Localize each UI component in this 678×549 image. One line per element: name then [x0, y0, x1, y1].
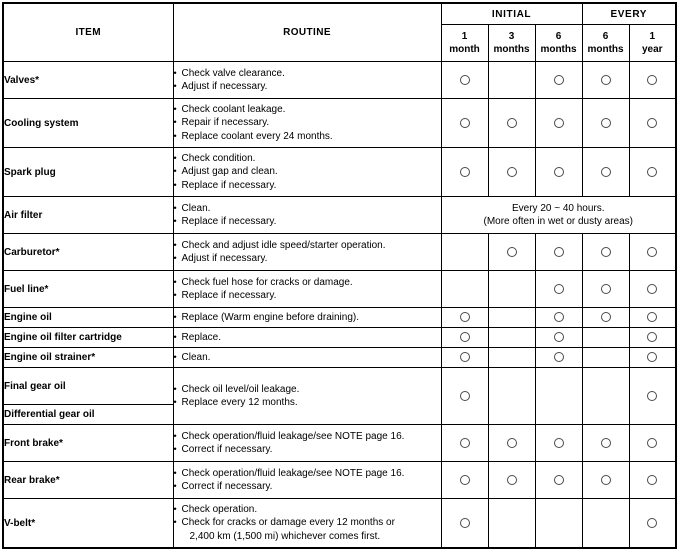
mark-cell-checked [535, 425, 582, 462]
column-header-every-1-year [629, 25, 676, 62]
circle-mark-icon [554, 475, 564, 485]
circle-mark-icon [601, 438, 611, 448]
circle-mark-icon [647, 352, 657, 362]
routine-cell [173, 425, 441, 462]
table-header [3, 3, 676, 62]
mark-cell-checked [441, 148, 488, 197]
maintenance-schedule-table [2, 2, 677, 549]
mark-cell-empty [582, 368, 629, 425]
column-header-item: ITEM [3, 3, 173, 62]
period-unit: month [449, 44, 480, 55]
routine-list [174, 202, 441, 229]
routine-list [174, 276, 441, 303]
routine-cell [173, 271, 441, 308]
routine-item: • Check operation. [174, 503, 441, 517]
item-cell: Fuel line* [3, 271, 173, 308]
routine-list [174, 67, 441, 94]
mark-cell-checked [629, 234, 676, 271]
routine-item: • Check operation/fluid leakage/see NOTE page 16. [174, 467, 441, 481]
mark-cell-checked [535, 99, 582, 148]
circle-mark-icon [647, 518, 657, 528]
mark-cell-checked [441, 308, 488, 328]
mark-cell-empty [488, 308, 535, 328]
item-cell: Cooling system [3, 99, 173, 148]
circle-mark-icon [554, 332, 564, 342]
mark-cell-checked [629, 62, 676, 99]
circle-mark-icon [460, 332, 470, 342]
circle-mark-icon [647, 312, 657, 322]
column-group-header-initial: INITIAL [441, 3, 582, 25]
circle-mark-icon [601, 167, 611, 177]
mark-cell-checked [441, 62, 488, 99]
table-row [3, 499, 676, 549]
routine-cell [173, 328, 441, 348]
table-row [3, 197, 676, 234]
table-row [3, 462, 676, 499]
item-cell: Valves* [3, 62, 173, 99]
mark-cell-checked [535, 234, 582, 271]
item-cell: Front brake* [3, 425, 173, 462]
mark-cell-checked [582, 462, 629, 499]
interval-note-line-2: (More often in wet or dusty areas) [483, 216, 634, 227]
circle-mark-icon [554, 352, 564, 362]
mark-cell-checked [441, 368, 488, 425]
period-unit: months [540, 44, 577, 55]
mark-cell-checked [488, 99, 535, 148]
circle-mark-icon [554, 247, 564, 257]
table-row [3, 348, 676, 368]
routine-cell [173, 62, 441, 99]
item-cell: Engine oil strainer* [3, 348, 173, 368]
routine-list [174, 239, 441, 266]
mark-cell-checked [582, 62, 629, 99]
table-row [3, 148, 676, 197]
mark-cell-checked [441, 425, 488, 462]
mark-cell-checked [629, 348, 676, 368]
mark-cell-empty [535, 368, 582, 425]
period-number: 1 [461, 31, 468, 42]
circle-mark-icon [647, 284, 657, 294]
mark-cell-empty [582, 499, 629, 549]
mark-cell-checked [488, 425, 535, 462]
circle-mark-icon [554, 284, 564, 294]
routine-list [174, 351, 441, 365]
routine-item: • Check for cracks or damage every 12 months or [174, 516, 441, 530]
mark-cell-checked [535, 462, 582, 499]
routine-item: • Correct if necessary. [174, 480, 441, 494]
table-body [3, 62, 676, 549]
routine-item: • Adjust if necessary. [174, 252, 441, 266]
period-unit: months [587, 44, 624, 55]
table-row [3, 368, 676, 405]
mark-cell-checked [441, 499, 488, 549]
circle-mark-icon [647, 247, 657, 257]
circle-mark-icon [460, 518, 470, 528]
mark-cell-checked [441, 328, 488, 348]
mark-cell-checked [582, 99, 629, 148]
circle-mark-icon [601, 312, 611, 322]
routine-cell [173, 368, 441, 425]
period-number: 6 [555, 31, 562, 42]
mark-cell-empty [441, 271, 488, 308]
routine-list [174, 467, 441, 494]
routine-list [174, 103, 441, 144]
routine-list [174, 152, 441, 193]
mark-cell-checked [582, 148, 629, 197]
mark-cell-checked [629, 328, 676, 348]
mark-cell-checked [535, 348, 582, 368]
mark-cell-checked [629, 368, 676, 425]
circle-mark-icon [507, 438, 517, 448]
routine-item: • Replace if necessary. [174, 215, 441, 229]
table-row [3, 328, 676, 348]
circle-mark-icon [647, 475, 657, 485]
routine-item: • Adjust if necessary. [174, 80, 441, 94]
period-number: 6 [602, 31, 609, 42]
circle-mark-icon [647, 438, 657, 448]
routine-item: • Replace. [174, 331, 441, 345]
mark-cell-empty [488, 271, 535, 308]
column-header-initial-1-month [441, 25, 488, 62]
mark-cell-checked [629, 499, 676, 549]
table-row [3, 308, 676, 328]
mark-cell-empty [535, 499, 582, 549]
routine-item: • Check coolant leakage. [174, 103, 441, 117]
circle-mark-icon [601, 475, 611, 485]
item-cell: Carburetor* [3, 234, 173, 271]
mark-cell-checked [441, 99, 488, 148]
mark-cell-checked [629, 148, 676, 197]
routine-item: • Check fuel hose for cracks or damage. [174, 276, 441, 290]
period-unit: year [641, 44, 663, 55]
column-header-initial-3-months [488, 25, 535, 62]
circle-mark-icon [554, 167, 564, 177]
circle-mark-icon [507, 247, 517, 257]
circle-mark-icon [460, 118, 470, 128]
interval-note-line-1: Every 20 ~ 40 hours. [511, 203, 605, 214]
mark-cell-empty [582, 328, 629, 348]
routine-item: • Replace coolant every 24 months. [174, 130, 441, 144]
table-row [3, 234, 676, 271]
mark-cell-checked [582, 308, 629, 328]
circle-mark-icon [554, 118, 564, 128]
item-cell: Final gear oil [3, 368, 173, 405]
period-number: 3 [508, 31, 515, 42]
circle-mark-icon [507, 118, 517, 128]
mark-cell-checked [488, 148, 535, 197]
item-cell: Engine oil filter cartridge [3, 328, 173, 348]
mark-cell-checked [535, 271, 582, 308]
mark-cell-empty [488, 499, 535, 549]
circle-mark-icon [647, 75, 657, 85]
mark-cell-empty [488, 328, 535, 348]
mark-cell-checked [629, 308, 676, 328]
routine-cell [173, 99, 441, 148]
mark-cell-checked [582, 271, 629, 308]
item-cell: V-belt* [3, 499, 173, 549]
routine-item: 2,400 km (1,500 mi) whichever comes first. [189, 530, 381, 542]
period-number: 1 [649, 31, 656, 42]
routine-item: • Replace if necessary. [174, 179, 441, 193]
routine-item: • Clean. [174, 202, 441, 216]
routine-list [174, 430, 441, 457]
circle-mark-icon [647, 167, 657, 177]
routine-item: • Adjust gap and clean. [174, 165, 441, 179]
routine-item: • Replace if necessary. [174, 289, 441, 303]
circle-mark-icon [601, 284, 611, 294]
circle-mark-icon [460, 438, 470, 448]
circle-mark-icon [647, 118, 657, 128]
item-cell: Engine oil [3, 308, 173, 328]
routine-item: • Correct if necessary. [174, 443, 441, 457]
circle-mark-icon [554, 75, 564, 85]
routine-cell [173, 234, 441, 271]
mark-cell-checked [441, 348, 488, 368]
circle-mark-icon [460, 475, 470, 485]
circle-mark-icon [647, 332, 657, 342]
circle-mark-icon [601, 118, 611, 128]
routine-list [174, 503, 441, 544]
circle-mark-icon [601, 247, 611, 257]
routine-list [174, 383, 441, 410]
circle-mark-icon [460, 167, 470, 177]
routine-item: • Check valve clearance. [174, 67, 441, 81]
routine-item: • Check operation/fluid leakage/see NOTE page 16. [174, 430, 441, 444]
item-cell: Rear brake* [3, 462, 173, 499]
column-header-routine: ROUTINE [173, 3, 441, 62]
period-unit: months [493, 44, 530, 55]
routine-cell [173, 197, 441, 234]
item-cell: Air filter [3, 197, 173, 234]
mark-cell-checked [488, 234, 535, 271]
mark-cell-checked [582, 234, 629, 271]
routine-item: • Replace every 12 months. [174, 396, 441, 410]
circle-mark-icon [554, 438, 564, 448]
mark-cell-checked [535, 308, 582, 328]
routine-item: • Check oil level/oil leakage. [174, 383, 441, 397]
routine-list [174, 331, 441, 345]
mark-cell-checked [535, 148, 582, 197]
mark-cell-empty [441, 234, 488, 271]
table-row [3, 99, 676, 148]
routine-item: • Check and adjust idle speed/starter operation. [174, 239, 441, 253]
mark-cell-checked [582, 425, 629, 462]
mark-cell-checked [629, 462, 676, 499]
mark-cell-empty [488, 62, 535, 99]
mark-cell-checked [535, 328, 582, 348]
column-header-every-6-months [582, 25, 629, 62]
item-cell: Spark plug [3, 148, 173, 197]
mark-cell-checked [629, 425, 676, 462]
circle-mark-icon [507, 475, 517, 485]
circle-mark-icon [460, 391, 470, 401]
routine-item: • Repair if necessary. [174, 116, 441, 130]
circle-mark-icon [507, 167, 517, 177]
mark-cell-checked [629, 271, 676, 308]
item-cell: Differential gear oil [3, 405, 173, 425]
mark-cell-checked [488, 462, 535, 499]
circle-mark-icon [554, 312, 564, 322]
routine-item: • Clean. [174, 351, 441, 365]
circle-mark-icon [460, 352, 470, 362]
column-group-header-every: EVERY [582, 3, 676, 25]
mark-cell-checked [629, 99, 676, 148]
routine-list [174, 311, 441, 325]
table-row [3, 425, 676, 462]
mark-cell-empty [488, 368, 535, 425]
table-row [3, 271, 676, 308]
mark-cell-empty [488, 348, 535, 368]
routine-cell [173, 348, 441, 368]
mark-cell-checked [441, 462, 488, 499]
routine-cell [173, 148, 441, 197]
column-header-initial-6-months [535, 25, 582, 62]
routine-item: • Check condition. [174, 152, 441, 166]
circle-mark-icon [460, 312, 470, 322]
circle-mark-icon [601, 75, 611, 85]
circle-mark-icon [647, 391, 657, 401]
routine-item: • Replace (Warm engine before draining). [174, 311, 441, 325]
table-row [3, 62, 676, 99]
mark-cell-checked [535, 62, 582, 99]
routine-cell [173, 308, 441, 328]
routine-cell [173, 462, 441, 499]
circle-mark-icon [460, 75, 470, 85]
merged-interval-note-cell [441, 197, 676, 234]
mark-cell-empty [582, 348, 629, 368]
routine-cell [173, 499, 441, 549]
